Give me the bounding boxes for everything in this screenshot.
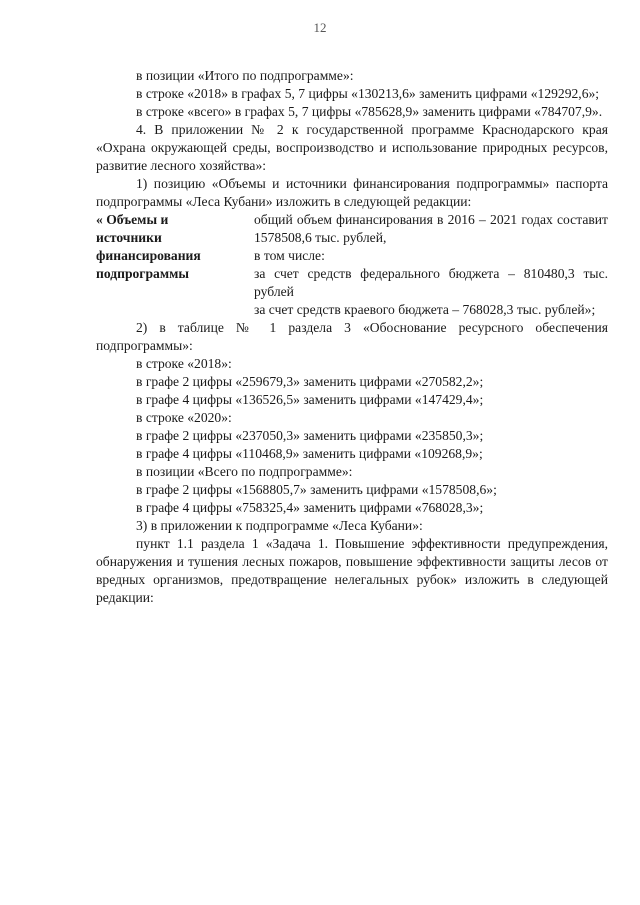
- paragraph: в графе 4 цифры «136526,5» заменить цифрами «147429,4»;: [136, 392, 484, 407]
- paragraph: 4. В приложении № 2 к государственной программе Краснодарского края «Охрана окружающей среды, воспроизводство и использование природных ресурсов, развитие лесного хозяйства»:: [96, 122, 608, 173]
- passport-value-line: в том числе:: [254, 248, 325, 263]
- document-body: [96, 67, 608, 607]
- paragraph: в строке «2020»:: [136, 410, 232, 425]
- passport-value-line: общий объем финансирования в 2016 – 2021 годах составит 1578508,6 тыс. рублей,: [254, 212, 608, 245]
- paragraph: в строке «2018»:: [136, 356, 232, 371]
- passport-label-line: финансирования: [96, 248, 201, 263]
- passport-value: [254, 211, 608, 319]
- passport-position: [96, 211, 608, 319]
- passport-label: [96, 211, 254, 319]
- paragraph: 1) позицию «Объемы и источники финансирования подпрограммы» паспорта подпрограммы «Леса Кубани» изложить в следующей редакции:: [96, 176, 608, 209]
- paragraph: в графе 2 цифры «237050,3» заменить цифрами «235850,3»;: [136, 428, 484, 443]
- passport-value-line: за счет средств федерального бюджета – 810480,3 тыс. рублей: [254, 266, 608, 299]
- paragraph: в графе 4 цифры «110468,9» заменить цифрами «109268,9»;: [136, 446, 483, 461]
- paragraph: в позиции «Всего по подпрограмме»:: [136, 464, 353, 479]
- passport-label-line: подпрограммы: [96, 266, 189, 281]
- page-number: 12: [313, 20, 327, 35]
- passport-label-line: « Объемы и: [96, 212, 169, 227]
- paragraph: в строке «всего» в графах 5, 7 цифры «785628,9» заменить цифрами «784707,9».: [136, 104, 603, 119]
- paragraph: в графе 2 цифры «259679,3» заменить цифрами «270582,2»;: [136, 374, 484, 389]
- passport-value-line: за счет средств краевого бюджета – 768028,3 тыс. рублей»;: [254, 302, 596, 317]
- paragraph: в графе 2 цифры «1568805,7» заменить цифрами «1578508,6»;: [136, 482, 497, 497]
- paragraph: в строке «2018» в графах 5, 7 цифры «130213,6» заменить цифрами «129292,6»;: [136, 86, 600, 101]
- paragraph: пункт 1.1 раздела 1 «Задача 1. Повышение эффективности предупреждения, обнаружения и тушения лесных пожаров, повышение эффективности защиты лесов от вредных организмов, предотвращение нелегальных рубок» изложить в следующей редакции:: [96, 536, 608, 605]
- paragraph: в позиции «Итого по подпрограмме»:: [136, 68, 354, 83]
- paragraph: в графе 4 цифры «758325,4» заменить цифрами «768028,3»;: [136, 500, 484, 515]
- passport-label-line: источники: [96, 230, 162, 245]
- paragraph: 2) в таблице № 1 раздела 3 «Обоснование ресурсного обеспечения подпрограммы»:: [96, 320, 608, 353]
- paragraph: 3) в приложении к подпрограмме «Леса Кубани»:: [136, 518, 423, 533]
